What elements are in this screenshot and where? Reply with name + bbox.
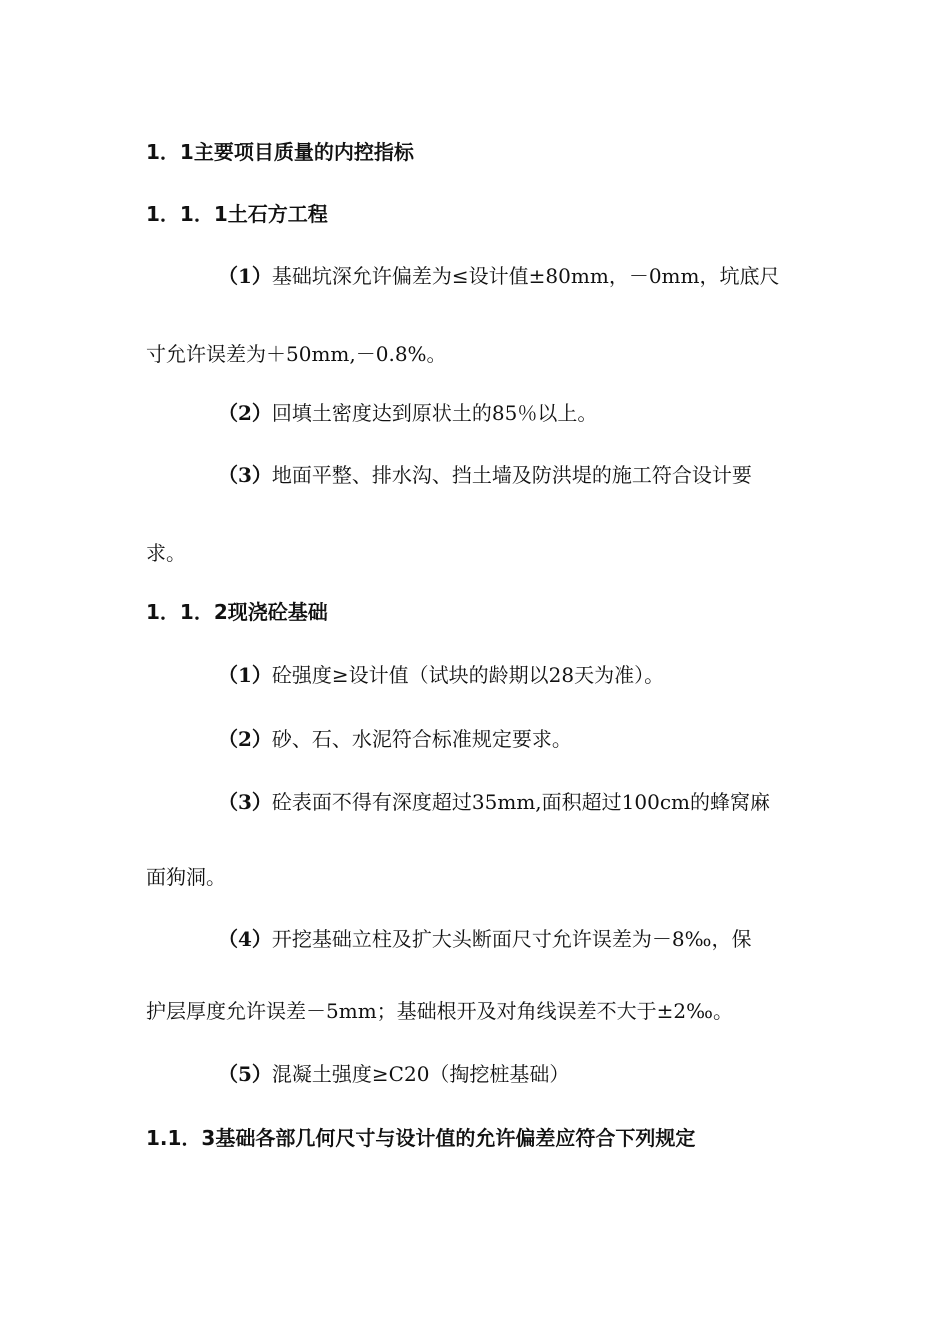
item-continuation: 护层厚度允许误差－5mm；基础根开及对角线误差不大于±2‰。 — [146, 999, 733, 1023]
item-number: （1） — [218, 663, 272, 687]
item-text: 基础坑深允许偏差为≤设计值±80mm，－0mm，坑底尺 — [271, 264, 780, 288]
list-item — [218, 661, 664, 689]
list-item — [218, 399, 597, 427]
item-number: （2） — [218, 727, 272, 751]
section-heading-1-1: 1．1主要项目质量的内控指标 — [146, 140, 414, 164]
list-item — [218, 788, 770, 816]
section-heading-1-1-2: 1．1．2现浇砼基础 — [146, 600, 328, 624]
list-item — [218, 925, 751, 953]
item-continuation: 寸允许误差为＋50mm,－0.8%。 — [146, 342, 447, 366]
item-text: 地面平整、排水沟、挡土墙及防洪堤的施工符合设计要 — [271, 463, 752, 487]
list-item — [218, 461, 752, 489]
item-text: 砼表面不得有深度超过35mm,面积超过100cm的蜂窝麻 — [271, 790, 770, 814]
section-heading-1-1-1: 1．1．1土石方工程 — [146, 202, 328, 226]
item-number: （3） — [218, 790, 272, 814]
list-item — [218, 725, 572, 753]
item-number: （3） — [218, 463, 272, 487]
item-text: 砂、石、水泥符合标准规定要求。 — [271, 727, 572, 751]
item-text: 开挖基础立柱及扩大头断面尺寸允许误差为－8‰，保 — [271, 927, 752, 951]
list-item — [218, 262, 779, 290]
section-heading-1-1-3: 1.1．3基础各部几何尺寸与设计值的允许偏差应符合下列规定 — [146, 1126, 696, 1150]
item-continuation: 面狗洞。 — [146, 865, 226, 889]
item-number: （2） — [218, 401, 272, 425]
item-number: （4） — [218, 927, 272, 951]
item-number: （1） — [218, 264, 272, 288]
item-continuation: 求。 — [146, 541, 186, 565]
item-text: 砼强度≥设计值（试块的龄期以28天为准）。 — [271, 663, 665, 687]
item-number: （5） — [218, 1062, 272, 1086]
item-text: 混凝土强度≥C20（掏挖桩基础） — [271, 1062, 570, 1086]
list-item — [218, 1060, 569, 1088]
item-text: 回填土密度达到原状土的85％以上。 — [271, 401, 598, 425]
